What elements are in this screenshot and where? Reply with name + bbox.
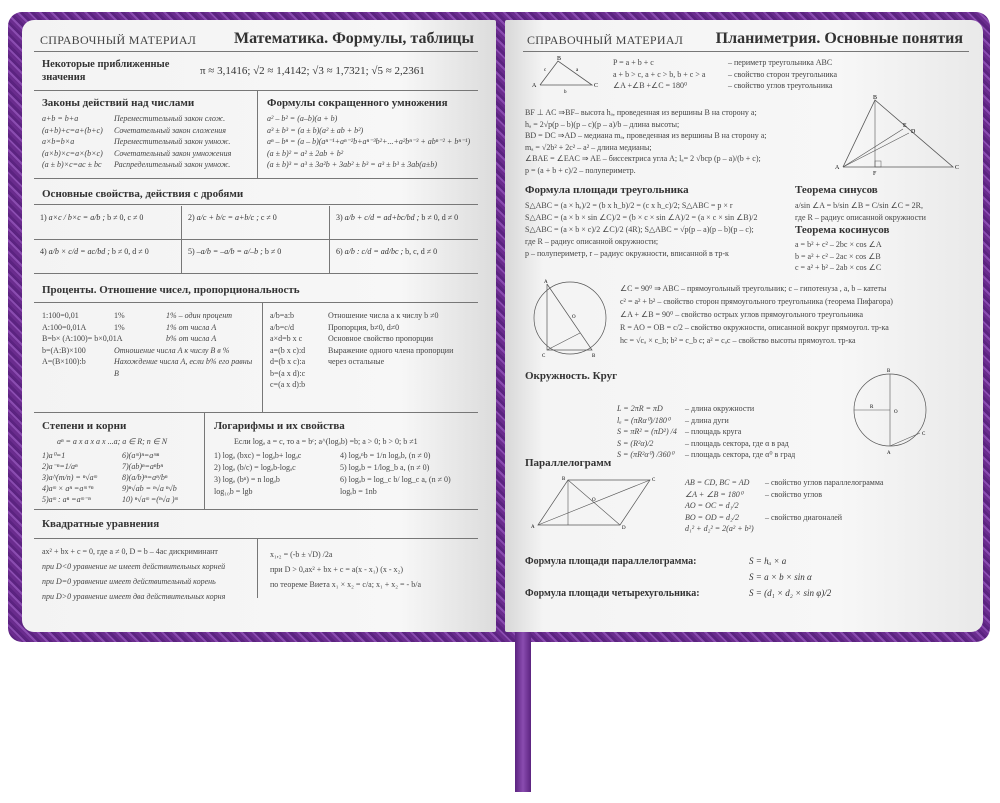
svg-text:B: B <box>873 95 878 101</box>
page-label: СПРАВОЧНЫЙ МАТЕРИАЛ <box>527 33 684 47</box>
svg-text:A: A <box>835 165 840 171</box>
right-triangle-list: ∠C = 90⁰ ⇒ ABC – прямоугольный треугольник; c – гипотенуза , a, b – катеты c² = a² + b² – свойство сторон прямоугольного треугольника (теорема Пифагора) ∠A + ∠B = 90⁰ – свойство острых углов прямоугольного треугольника R = AO = OB = c/2 – свойство окружности, описанной вокруг прямоугол. тр-ка hc = √cₐ × c_b; b² = c_b c; a² = cₐc – свойство высоты прямоугол. тр-ка <box>620 284 893 345</box>
bookmark-ribbon <box>515 610 531 792</box>
svg-text:D: D <box>911 129 916 135</box>
svg-text:O: O <box>572 315 576 320</box>
svg-text:B: B <box>562 477 566 482</box>
cosines-title: Теорема косинусов <box>795 224 890 236</box>
percent-left-list: 1:100=0,01 1% 1% – один процент A:100=0,01A 1% 1% от числа A B=b× (A:100)= b×0,01A b% от числа A b=(A:B)×100 Отношение числа A к числу B в % A=(B×100):b Нахождение числа A, если b% его равны B <box>42 311 253 378</box>
circle-list: L = 2πR = πD – длина окружности lₐ = (πRα⁰)/180⁰ – длина дуги S = πR² = (πD²) /4 – площадь круга S = (R²α)/2 – площадь сектора, где α в рад S = (πR²α⁰) /360⁰ – площадь сектора, где α⁰ в град <box>617 404 796 459</box>
logs-title: Логарифмы и их свойства <box>214 420 345 432</box>
svg-text:c: c <box>544 68 547 73</box>
short-mult-list: a² – b² = (a–b)(a + b) a³ ± b³ = (a ± b)(a² ± ab + b²) aⁿ – bⁿ = (a – b)(aⁿ⁻¹+aⁿ⁻²b+aⁿ⁻³b²+...+a²bⁿ⁻³ + abⁿ⁻² + bⁿ⁻¹) (a ± b)² = a² ± 2ab + b² (a ± b)³ = a³ ± 3a²b + 3ab² ± b³ = a³ ± b³ ± 3ab(a±b) <box>267 114 471 169</box>
svg-text:A: A <box>532 83 537 89</box>
parallelogram-diagram <box>530 475 660 535</box>
approx-values: π ≈ 3,1416; √2 ≈ 1,4142; √3 ≈ 1,7321; √5 ≈ 2,2361 <box>200 65 425 77</box>
svg-text:F: F <box>873 171 877 177</box>
short-mult-title: Формулы сокращенного умножения <box>267 97 448 109</box>
percent-title: Проценты. Отношение чисел, пропорциональность <box>42 284 300 296</box>
svg-text:C: C <box>594 83 599 89</box>
fractions-grid: 1) a×c / b×c = a/b ; b ≠ 0, c ≠ 0 2) a/c + b/c = a+b/c ; c ≠ 0 3) a/b + c/d = ad+bc/bd ; b ≠ 0, d ≠ 0 4) a/b × c/d = ac/bd ; b ≠ 0, d ≠ 0 5) –a/b = –a/b = a/–b ; b ≠ 0 6) a/b : c/d = ad/bc ; b, c, d ≠ 0 <box>34 206 478 274</box>
svg-text:B: B <box>557 56 562 62</box>
svg-text:a: a <box>576 68 579 73</box>
quad-title: Квадратные уравнения <box>42 518 160 530</box>
svg-text:b: b <box>564 90 567 95</box>
parallelogram-area-formula-1: S = hₐ × a <box>749 556 787 566</box>
triangle-props: P = a + b + c – периметр треугольника ABC a + b > c, a + c > b, b + c > a – свойство сторон треугольника ∠A +∠B +∠C = 180⁰ – свойство углов треугольника <box>613 58 837 90</box>
powers-col2: 6)(aᵐ)ⁿ=aᵐⁿ 7)(ab)ⁿ=aⁿbⁿ 8)(a/b)ⁿ=aⁿ/bⁿ 9)ⁿ√ab = ⁿ√a ⁿ√b 10) ⁿ√aᵐ =(ⁿ√a )ᵐ <box>122 451 178 504</box>
svg-text:O: O <box>894 410 898 415</box>
triangle-area-list: S△ABC = (a × hₐ)/2 = (b x h_b)/2 = (c x h_c)/2; S△ABC = p × r S△ABC = (a × b × sin ∠C)/2 = (b × c × sin ∠A)/2 = (a × c × sin ∠B)/2 S△ABC = (a × b × c)/2 ∠C)/2 (4R); S△ABC = √p(p – a)(p – b)(p – c); где R – радиус описанной окружности; p – полупериметр, r – радиус окружности, вписанной в тр-к <box>525 201 758 258</box>
logs-col1: 1) logₐ (bxc) = logₐb+ logₐc 2) logₐ (b/c) = logₐb-logₐc 3) logₐ (bⁿ) = n logₐb log₁₀b = lgb <box>214 451 302 496</box>
svg-text:A: A <box>531 525 535 530</box>
svg-text:E: E <box>903 123 907 129</box>
fractions-title: Основные свойства, действия с дробями <box>42 188 244 200</box>
parallelogram-title: Параллелограмм <box>525 457 612 469</box>
powers-title: Степени и корни <box>42 420 127 432</box>
page-title: Математика. Формулы, таблицы <box>233 30 474 47</box>
quad-left: ax² + bx + c = 0, где a ≠ 0, D = b – 4ac дискриминант при D<0 уравнение не имеет действительных корней при D=0 уравнение имеет действительный корень при D>0 уравнение имеет два действительных корня <box>42 547 226 601</box>
svg-text:B: B <box>887 369 891 374</box>
left-page <box>22 20 496 632</box>
circle-diagram <box>850 365 935 455</box>
parallelogram-area-title: Формула площади параллелограмма: <box>525 556 697 567</box>
page-label: СПРАВОЧНЫЙ МАТЕРИАЛ <box>40 33 197 47</box>
laws-title: Законы действий над числами <box>42 97 195 109</box>
quad-right: x₁,₂ = (-b ± √D) /2a при D > 0,ax² + bx + c = a(x - x₁) (x - x₂) по теореме Виета x₁ × x₂ = c/a; x₁ + x₂ = - b/a <box>270 550 421 589</box>
svg-text:B: B <box>592 354 596 358</box>
approx-title: Некоторые приближенные значения <box>42 59 170 83</box>
logs-def: Если logₐ a = c, то a = bᶜ; a^(logₐb) =b; a > 0; b > 0; b ≠1 <box>234 437 418 446</box>
svg-text:D: D <box>622 526 626 531</box>
triangle-heights-diagram <box>835 95 960 177</box>
svg-text:C: C <box>955 165 960 171</box>
svg-text:A: A <box>887 451 891 455</box>
svg-text:O: O <box>592 498 596 503</box>
sines-title: Теорема синусов <box>795 184 878 196</box>
sines-list: a/sin ∠A = b/sin ∠B = C/sin ∠C = 2R, где R – радиус описанной окружности <box>795 201 926 222</box>
svg-text:C: C <box>652 478 656 483</box>
parallelogram-list: AB = CD, BC = AD – свойство углов параллелограмма ∠A + ∠B = 180⁰ – свойство углов AO = OC = d₁/2 BO = OD = d₂/2 – свойство диагоналей d₁² + d₂² = 2(a² + b²) <box>685 478 884 533</box>
right-page <box>505 20 983 632</box>
cosines-list: a = b² + c² – 2bc × cos ∠A b = a² + c² – 2ac × cos ∠B c = a² + b² – 2ab × cos ∠C <box>795 240 882 272</box>
svg-text:A: A <box>544 280 548 285</box>
svg-text:C: C <box>922 432 926 437</box>
powers-def: aⁿ = a x a x a x ...a; a ∈ R; n ∈ N <box>57 437 168 446</box>
powers-col1: 1)a⁰=1 2)a⁻ⁿ=1/aⁿ 3)a^(m/n) = ⁿ√aᵐ 4)aᵐ × aⁿ =aᵐ⁺ⁿ 5)aᵐ : aⁿ =aᵐ⁻ⁿ <box>42 451 98 504</box>
triangle-area-title: Формула площади треугольника <box>525 184 689 196</box>
parallelogram-area-formula-2: S = a × b × sin α <box>749 572 812 582</box>
height-median-list: BF ⊥ AC ⇒BF– высота hₐ, проведенная из вершины B на сторону a; hₐ = 2√p(p – b)(p – c)(p – a)/b – длина высоты; BD = DC ⇒AD – медиана mₐ, проведенная из вершины B на сторону a; mₐ = √2b² + 2c² – a² – длина медианы; ∠BAE = ∠EAC ⇒ AE – биссектриса угла A; lₐ= 2 √bcp (p – a)/(b + c); p = (a + b + c)/2 – полупериметр. <box>525 108 767 175</box>
quadrilateral-area-title: Формула площади четырехугольника: <box>525 588 700 599</box>
page-title: Планиметрия. Основные понятия <box>715 30 963 47</box>
svg-text:C: C <box>542 354 546 358</box>
svg-text:R: R <box>870 405 874 410</box>
triangle-diagram <box>530 55 600 95</box>
right-triangle-circle-diagram <box>530 278 610 358</box>
percent-right-list: a/b=a:b Отношение числа a к числу b ≠0 a/b=c/d Пропорция, b≠0, d≠0 a×d=b x c Основное свойство пропорции a=(b x c):d Выражение одного члена пропорции d=(b x c):a через остальные b=(a x d):c c=(a x d):b <box>270 311 454 389</box>
logs-col2: 4) logₐⁿb = 1/n logₐb, (n ≠ 0) 5) logₐb = 1/log_b a, (n ≠ 0) 6) logₐb = log_c b/ log_c a, (n ≠ 0) logₑb = 1nb <box>340 451 451 496</box>
laws-list: a+b = b+a Переместительный закон слож. (a+b)+c=a+(b+c) Сочетательный закон сложения a×b=b×a Переместительный закон умнож. (a×b)×c=a×(b×c) Сочетательный закон умножения (a ± b)×c=ac ± bc Распределительный закон умнож. <box>42 114 232 169</box>
circle-title: Окружность. Круг <box>525 370 618 382</box>
quadrilateral-area-formula: S = (d₁ × d₂ × sin φ)/2 <box>749 588 832 598</box>
